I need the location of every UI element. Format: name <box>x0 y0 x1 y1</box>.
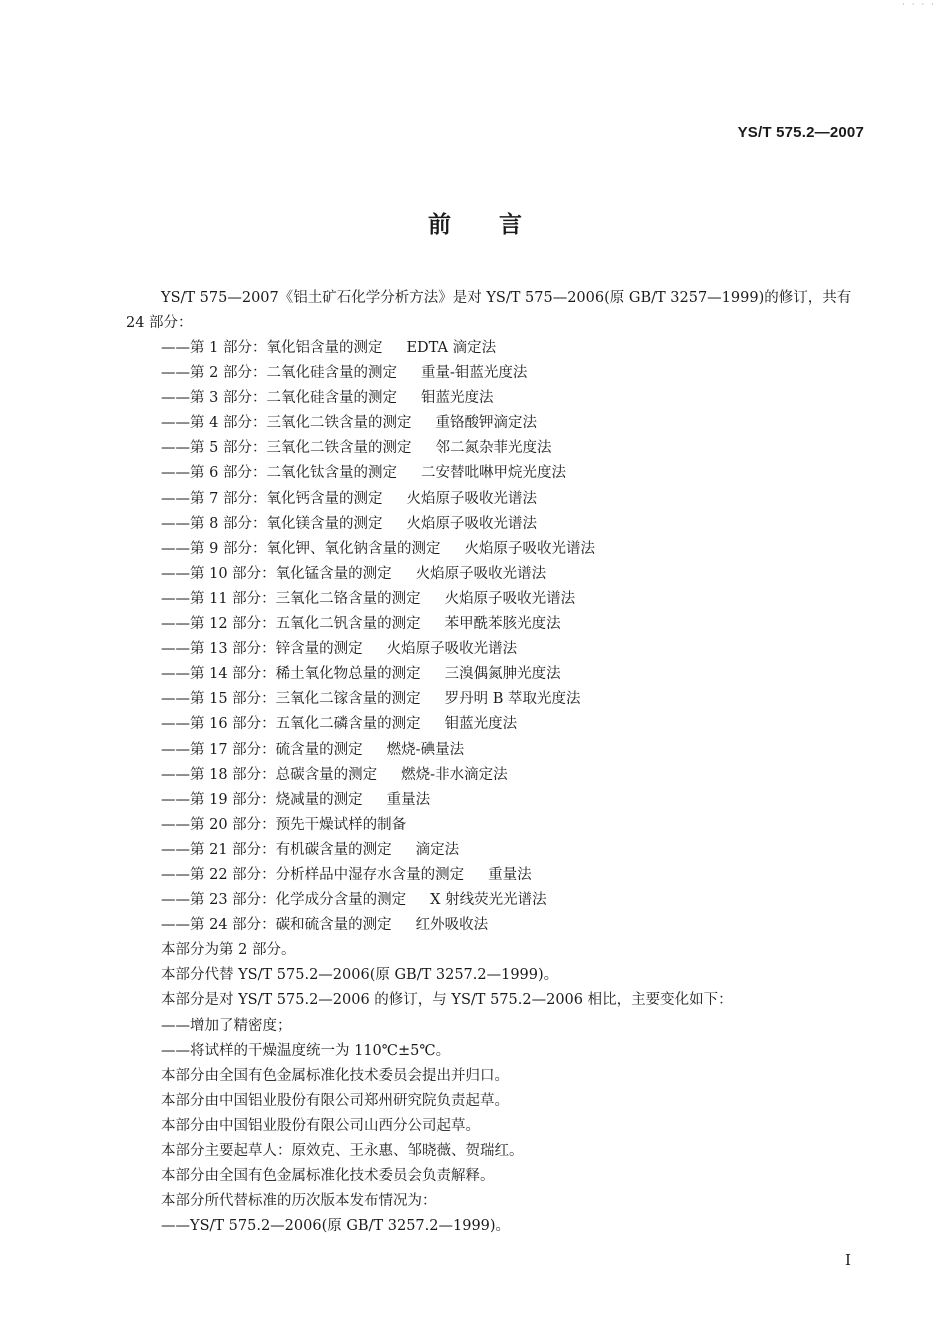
part-method: 火焰原子吸收光谱法 <box>464 540 595 557</box>
list-item <box>126 763 866 788</box>
part-method: 火焰原子吸收光谱法 <box>415 565 547 582</box>
change-item: ——将试样的干燥温度统一为 110℃±5℃。 <box>161 1042 451 1059</box>
part-method: 火焰原子吸收光谱法 <box>386 641 518 658</box>
part-method: 罗丹明 B 萃取光度法 <box>444 691 581 708</box>
part-label: ——第 15 部分：三氧化二镓含量的测定 <box>161 691 421 708</box>
list-item <box>126 386 866 411</box>
part-label: ——第 24 部分：碳和硫含量的测定 <box>161 917 392 934</box>
part-method: 重量法 <box>386 791 431 808</box>
part-label: ——第 7 部分：氧化钙含量的测定 <box>161 490 383 507</box>
part-label: ——第 22 部分：分析样品中湿存水含量的测定 <box>161 866 465 883</box>
part-method: 重量法 <box>488 866 532 883</box>
part-label: ——第 8 部分：氧化镁含量的测定 <box>161 515 383 532</box>
part-method: 三溴偶氮胂光度法 <box>444 666 561 683</box>
part-method: 重量-钼蓝光度法 <box>420 365 528 382</box>
part-label: ——第 9 部分：氧化钾、氧化钠含量的测定 <box>161 540 441 557</box>
change-item: ——增加了精密度； <box>161 1017 292 1034</box>
list-item <box>126 863 866 888</box>
list-item <box>126 562 866 587</box>
history-item: ——YS/T 575.2—2006(原 GB/T 3257.2—1999)。 <box>161 1218 511 1235</box>
part-method: 燃烧-碘量法 <box>386 741 465 758</box>
part-method: 红外吸收法 <box>415 917 489 934</box>
list-item <box>126 662 866 687</box>
part-label: ——第 10 部分：氧化锰含量的测定 <box>161 565 392 582</box>
part-method: 苯甲酰苯胲光度法 <box>444 616 561 633</box>
part-method: 火焰原子吸收光谱法 <box>406 490 537 507</box>
list-item <box>126 512 866 537</box>
list-item <box>126 637 866 662</box>
revision-statement: 本部分是对 YS/T 575.2—2006 的修订，与 YS/T 575.2—2006 相比，主要变化如下： <box>161 992 733 1009</box>
part-method: 燃烧-非水滴定法 <box>401 766 508 783</box>
drafters-statement: 本部分主要起草人：原效克、王永惠、邹晓薇、贺瑞红。 <box>161 1143 524 1159</box>
list-item <box>126 738 866 763</box>
statements <box>126 938 866 1239</box>
list-item <box>126 336 866 361</box>
part-method: EDTA 滴定法 <box>406 340 497 356</box>
list-item <box>126 487 866 512</box>
foreword-body <box>126 286 866 1239</box>
part-label: ——第 12 部分：五氧化二钒含量的测定 <box>161 616 421 633</box>
list-item <box>126 587 866 612</box>
part-method: 火焰原子吸收光谱法 <box>406 515 537 532</box>
list-item <box>126 888 866 913</box>
page-title: 前言 <box>428 212 570 238</box>
list-item <box>126 838 866 863</box>
part-method: X 射线荧光光谱法 <box>430 892 547 909</box>
part-method: 钼蓝光度法 <box>420 390 494 407</box>
part-label: ——第 11 部分：三氧化二铬含量的测定 <box>161 590 421 607</box>
list-item <box>126 461 866 486</box>
part-label: ——第 1 部分：氧化铝含量的测定 <box>161 340 383 356</box>
parts-list <box>126 336 866 938</box>
part-label: ——第 3 部分：二氧化硅含量的测定 <box>161 390 397 407</box>
list-item <box>126 788 866 813</box>
replaces-statement: 本部分代替 YS/T 575.2—2006(原 GB/T 3257.2—1999)。 <box>161 967 559 984</box>
part-label: ——第 16 部分：五氧化二磷含量的测定 <box>161 716 421 733</box>
interpreted-by-statement: 本部分由全国有色金属标准化技术委员会负责解释。 <box>161 1168 495 1185</box>
scan-artifact: · · · · <box>901 0 936 10</box>
part-label: ——第 17 部分：硫含量的测定 <box>161 741 363 758</box>
drafted-by-statement: 本部分由中国铝业股份有限公司郑州研究院负责起草。 <box>161 1092 509 1109</box>
list-item <box>126 813 866 838</box>
part-method: 二安替吡啉甲烷光度法 <box>420 465 566 482</box>
intro-paragraph: YS/T 575—2007《铝土矿石化学分析方法》是对 YS/T 575—2006(原 GB/T 3257—1999)的修订，共有 24 部分： <box>126 290 852 331</box>
part-method: 钼蓝光度法 <box>444 716 518 733</box>
part-method: 火焰原子吸收光谱法 <box>444 590 576 607</box>
this-part-statement: 本部分为第 2 部分。 <box>161 942 296 959</box>
proposed-by-statement: 本部分由全国有色金属标准化技术委员会提出并归口。 <box>161 1067 509 1084</box>
part-label: ——第 4 部分：三氧化二铁含量的测定 <box>161 415 412 432</box>
list-item <box>126 436 866 461</box>
part-label: ——第 13 部分：锌含量的测定 <box>161 641 363 658</box>
list-item <box>126 687 866 712</box>
list-item <box>126 411 866 436</box>
history-intro: 本部分所代替标准的历次版本发布情况为： <box>161 1193 437 1210</box>
list-item <box>126 537 866 562</box>
part-label: ——第 6 部分：二氧化钛含量的测定 <box>161 465 397 482</box>
part-label: ——第 18 部分：总碳含量的测定 <box>161 766 378 783</box>
part-label: ——第 21 部分：有机碳含量的测定 <box>161 841 392 858</box>
part-method: 重铬酸钾滴定法 <box>435 415 537 432</box>
part-label: ——第 14 部分：稀土氧化物总量的测定 <box>161 666 421 683</box>
part-label: ——第 2 部分：二氧化硅含量的测定 <box>161 365 397 382</box>
list-item <box>126 361 866 386</box>
part-label: ——第 23 部分：化学成分含量的测定 <box>161 892 407 909</box>
part-label: ——第 19 部分：烧减量的测定 <box>161 791 363 808</box>
part-method: 滴定法 <box>415 841 460 858</box>
standard-code: YS/T 575.2—2007 <box>737 124 864 141</box>
list-item <box>126 913 866 938</box>
page-number: I <box>845 1251 851 1269</box>
part-label: ——第 20 部分：预先干燥试样的制备 <box>161 816 407 833</box>
drafted-by-statement: 本部分由中国铝业股份有限公司山西分公司起草。 <box>161 1117 480 1134</box>
part-label: ——第 5 部分：三氧化二铁含量的测定 <box>161 440 412 457</box>
list-item <box>126 712 866 737</box>
part-method: 邻二氮杂菲光度法 <box>435 440 552 457</box>
list-item <box>126 612 866 637</box>
